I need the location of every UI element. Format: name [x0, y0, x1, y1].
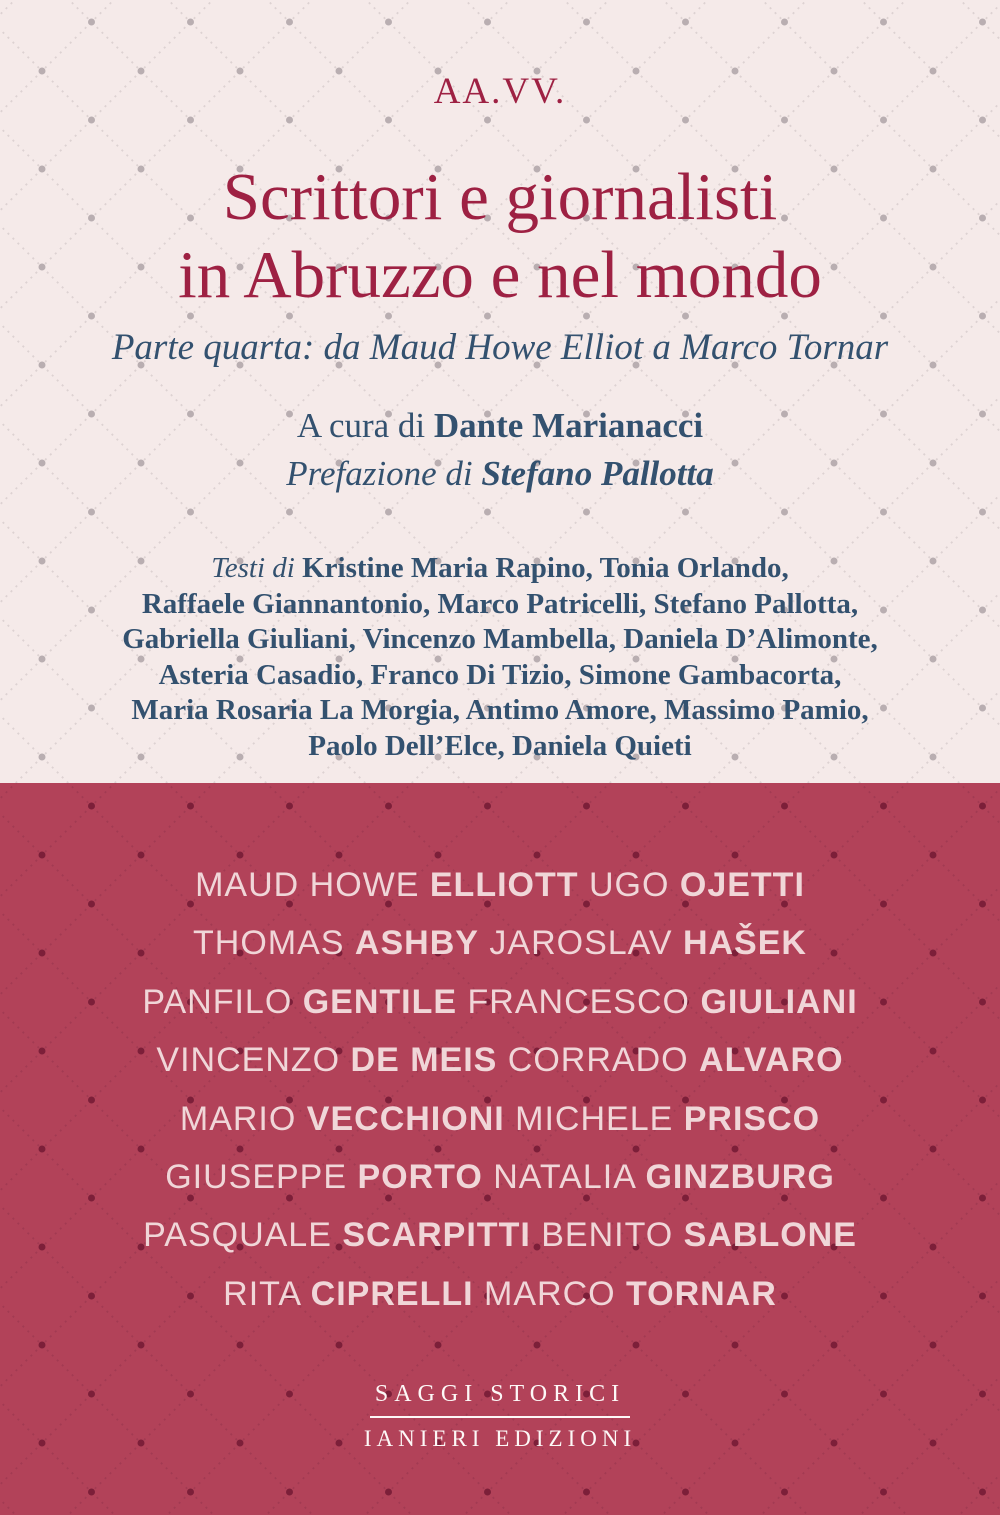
series-title: SAGGI STORICI [370, 1381, 630, 1418]
name-part: CORRADO [497, 1041, 700, 1080]
book-subtitle: Parte quarta: da Maud Howe Elliot a Marco Tornar [111, 327, 889, 368]
name-part-bold: SCARPITTI [342, 1216, 531, 1255]
publisher-name: IANIERI EDIZIONI [363, 1426, 637, 1451]
preface-line [0, 450, 1000, 498]
curator-prefix: A cura di [296, 406, 434, 445]
credits-block [0, 402, 1000, 498]
name-part-bold: TORNAR [626, 1274, 777, 1313]
featured-names-list [0, 856, 1000, 1323]
contributors-label: Testi di [211, 552, 303, 584]
name-part-bold: SABLONE [683, 1216, 857, 1255]
name-part: JAROSLAV [478, 924, 683, 963]
name-part-bold: DE MEIS [350, 1041, 498, 1080]
featured-names-row [0, 1031, 1000, 1089]
contributors-line: Paolo Dell’Elce, Daniela Quieti [308, 729, 692, 762]
contributors-line [0, 551, 1000, 587]
featured-names-row [0, 973, 1000, 1031]
featured-names-row [0, 1265, 1000, 1323]
curator-name: Dante Marianacci [433, 406, 704, 445]
name-part-bold: GIULIANI [700, 982, 858, 1021]
name-part: NATALIA [482, 1157, 646, 1196]
featured-names-row [0, 856, 1000, 914]
preface-author-name: Stefano Pallotta [481, 454, 714, 493]
contributors-names: Kristine Maria Rapino, Tonia Orlando, [302, 552, 789, 584]
name-part-bold: GINZBURG [645, 1157, 835, 1196]
name-part-bold: ALVARO [699, 1041, 844, 1080]
name-part: RITA [223, 1274, 311, 1313]
featured-names-row [0, 1148, 1000, 1206]
name-part: MARCO [473, 1274, 627, 1313]
name-part: MICHELE [504, 1099, 684, 1138]
book-title [0, 158, 1000, 314]
name-part-bold: CIPRELLI [310, 1274, 474, 1313]
name-part: THOMAS [193, 924, 355, 963]
name-part: PASQUALE [143, 1216, 343, 1255]
name-part-bold: HAŠEK [682, 924, 807, 963]
name-part-bold: ELLIOTT [429, 866, 579, 904]
contributors-line: Gabriella Giuliani, Vincenzo Mambella, Daniela D’Alimonte, [122, 623, 878, 656]
collective-author-label: AA.VV. [433, 71, 567, 112]
contributors-line: Maria Rosaria La Morgia, Antimo Amore, Massimo Pamio, [131, 694, 869, 727]
contributors-block [0, 551, 1000, 765]
name-part-bold: PRISCO [683, 1099, 821, 1138]
name-part-bold: OJETTI [679, 866, 805, 904]
name-part: MAUD HOWE [195, 866, 430, 904]
name-part-bold: PORTO [357, 1157, 483, 1196]
contributors-line: Raffaele Giannantonio, Marco Patricelli, Stefano Pallotta, [141, 587, 859, 620]
featured-names-row [0, 1206, 1000, 1264]
name-part: GIUSEPPE [165, 1157, 358, 1196]
curator-line [0, 402, 1000, 450]
contributors-line: Asteria Casadio, Franco Di Tizio, Simone Gambacorta, [158, 658, 842, 691]
featured-names-row [0, 1090, 1000, 1148]
name-part: FRANCESCO [457, 982, 701, 1021]
name-part: MARIO [179, 1099, 307, 1138]
name-part: PANFILO [142, 982, 303, 1021]
name-part-bold: GENTILE [302, 982, 458, 1021]
publisher-block [0, 1381, 1000, 1452]
book-title-line2: in Abruzzo e nel mondo [178, 238, 822, 312]
name-part-bold: VECCHIONI [306, 1099, 505, 1138]
name-part: VINCENZO [156, 1041, 351, 1080]
name-part-bold: ASHBY [354, 924, 479, 963]
name-part: BENITO [530, 1216, 684, 1255]
name-part: UGO [578, 866, 680, 904]
preface-prefix: Prefazione di [286, 454, 482, 493]
book-title-line1: Scrittori e giornalisti [222, 160, 778, 234]
featured-names-row [0, 914, 1000, 972]
